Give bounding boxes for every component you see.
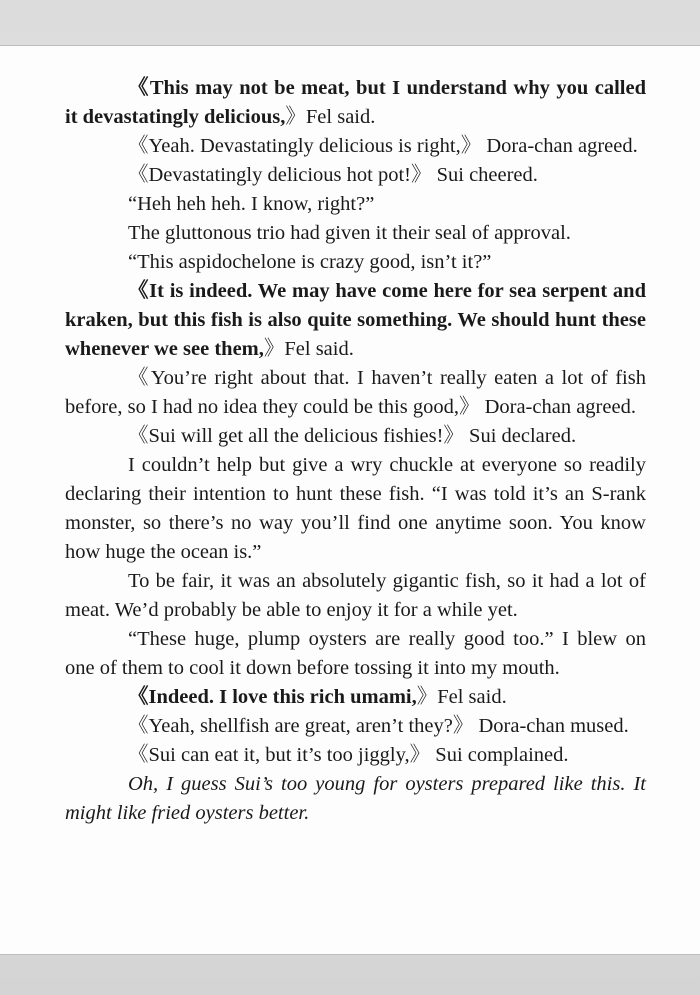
paragraph [65, 625, 646, 683]
plain-text: 《Yeah. Devastatingly delicious is right,》 Dora-chan agreed. [128, 135, 638, 157]
plain-text: 《Sui can eat it, but it’s too jiggly,》 Sui complained. [128, 744, 569, 766]
bold-text: 《This may not be meat, but I understand why you called it devastatingly delicious, [65, 77, 646, 128]
page-text [65, 74, 646, 828]
plain-text: 》Fel said. [285, 106, 376, 128]
paragraph [65, 161, 646, 190]
plain-text: 《Sui will get all the delicious fishies!》 Sui declared. [128, 425, 577, 447]
plain-text: 》Fel said. [416, 686, 507, 708]
paragraph [65, 741, 646, 770]
plain-text: 《You’re right about that. I haven’t really eaten a lot of fish before, so I had no idea they could be this good,》 Dora-chan agreed. [65, 367, 646, 418]
paragraph [65, 74, 646, 132]
plain-text: I couldn’t help but give a wry chuckle at everyone so readily declaring their intention to hunt these fish. “I was told it’s an S-rank monster, so there’s no way you’ll find one anytime soon. You know how huge the ocean is.” [65, 454, 646, 563]
plain-text: “Heh heh heh. I know, right?” [128, 193, 375, 215]
paragraph [65, 567, 646, 625]
plain-text: To be fair, it was an absolutely gigantic fish, so it had a lot of meat. We’d probably be able to enjoy it for a while yet. [65, 570, 646, 621]
paragraph [65, 190, 646, 219]
bold-text: 《Indeed. I love this rich umami, [128, 686, 417, 708]
plain-text: “These huge, plump oysters are really good too.” I blew on one of them to cool it down before tossing it into my mouth. [65, 628, 646, 679]
bottom-divider [0, 954, 700, 955]
book-page [0, 46, 700, 954]
plain-text: “This aspidochelone is crazy good, isn’t it?” [128, 251, 492, 273]
paragraph [65, 364, 646, 422]
plain-text: 》Fel said. [263, 338, 354, 360]
paragraph [65, 712, 646, 741]
paragraph [65, 422, 646, 451]
plain-text: The gluttonous trio had given it their seal of approval. [128, 222, 571, 244]
paragraph [65, 683, 646, 712]
italic-paragraph: Oh, I guess Sui’s too young for oysters prepared like this. It might like fried oysters better. [65, 773, 646, 824]
paragraph [65, 277, 646, 364]
paragraph [65, 132, 646, 161]
plain-text: 《Devastatingly delicious hot pot!》 Sui cheered. [128, 164, 538, 186]
paragraph [65, 451, 646, 567]
paragraph [65, 219, 646, 248]
plain-text: 《Yeah, shellfish are great, aren’t they?》 Dora-chan mused. [128, 715, 629, 737]
bold-text: 《It is indeed. We may have come here for sea serpent and kraken, but this fish is also quite something. We should hunt these whenever we see them, [65, 280, 646, 360]
paragraph [65, 248, 646, 277]
